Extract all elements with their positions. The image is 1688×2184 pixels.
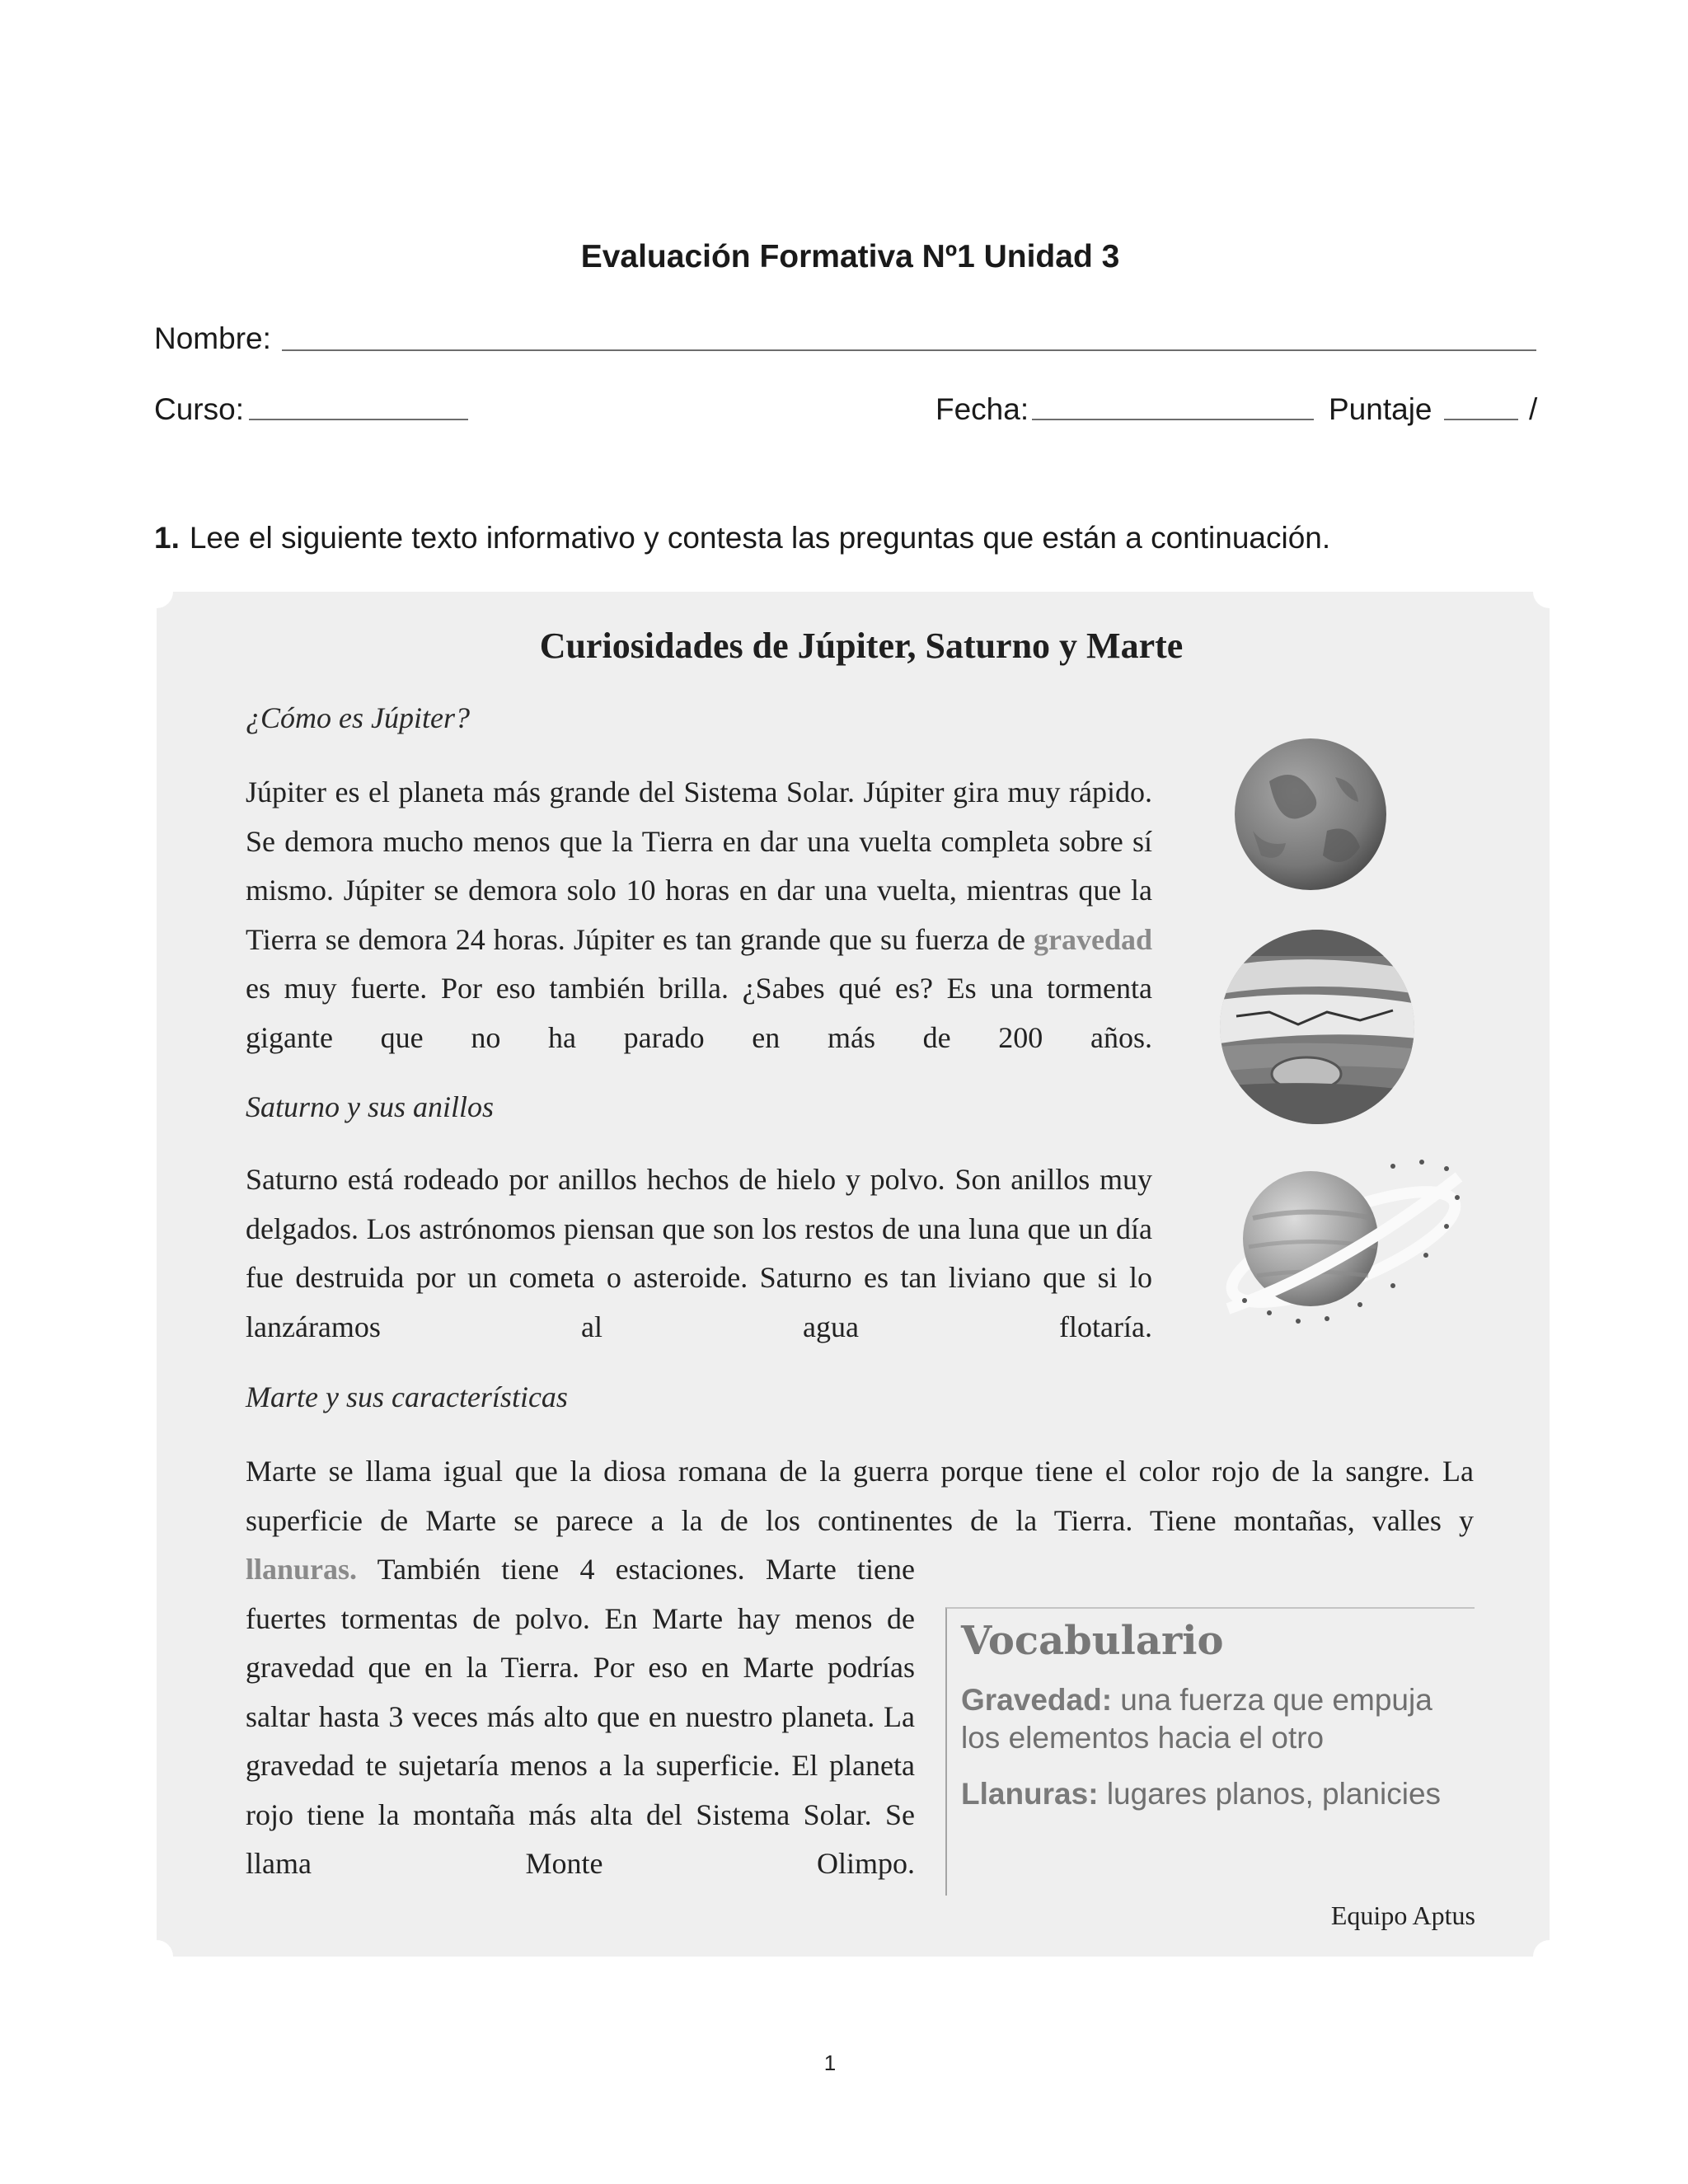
marte-text-full: Marte se llama igual que la diosa romana de la guerra porque tiene el color rojo de la sangre. La superficie de Marte se parece a la de los continentes de la Tierra. Tiene montañas, valles y [246, 1455, 1474, 1537]
page-title: Evaluación Formativa Nº1 Unidad 3 [580, 239, 1120, 274]
saturn-illustration-icon [1220, 1160, 1467, 1324]
card-corner [1533, 575, 1566, 608]
puntaje-label: Puntaje [1329, 392, 1432, 426]
vocabulary-title: Vocabulario [961, 1618, 1224, 1664]
keyword-gravedad: gravedad [1034, 922, 1152, 956]
vocabulary-definition: una fuerza que empuja los elementos hacia el otro [961, 1683, 1432, 1755]
jupiter-text-b: es muy fuerte. Por eso también brilla. ¿Sabes qué es? Es una tormenta gigante que no ha parado en más de 200 años. [246, 972, 1152, 1054]
fecha-field[interactable] [1032, 419, 1314, 420]
planets-illustration [1220, 732, 1467, 1358]
marte-subtitle: Marte y sus características [246, 1380, 568, 1413]
saturno-text: Saturno está rodeado por anillos hechos de hielo y polvo. Son anillos muy delgados. Los astrónomos piensan que son los restos de una luna que un día fue destruida por un cometa o asteroide. Saturno es tan liviano que si lo lanzáramos al agua flotaría. [246, 1163, 1152, 1343]
vocabulary-item [961, 1775, 1456, 1813]
card-corner [140, 575, 173, 608]
jupiter-illustration-icon [1235, 738, 1386, 890]
page-number: 1 [823, 2050, 837, 2075]
curso-label: Curso: [154, 392, 244, 426]
jupiter-text-a: Júpiter es el planeta más grande del Sistema Solar. Júpiter gira muy rápido. Se demora mucho menos que la Tierra en dar una vuelta completa sobre sí mismo. Júpiter se demora solo 10 horas en dar una vuelta, mientras que la Tierra se demora 24 horas. Júpiter es tan grande que su fuerza de [246, 776, 1152, 956]
vocabulary-definition: lugares planos, planicies [1106, 1777, 1442, 1811]
marte-paragraph-top [246, 1447, 1474, 1545]
puntaje-separator: / [1529, 392, 1538, 426]
marte-paragraph-bottom [246, 1545, 915, 1889]
credit: Equipo Aptus [1330, 1900, 1475, 1930]
curso-field[interactable] [249, 419, 468, 420]
nombre-label: Nombre: [154, 321, 271, 355]
vocabulary-term: Llanuras: [961, 1777, 1099, 1811]
keyword-llanuras: llanuras. [246, 1553, 358, 1586]
marte-text-b: También tiene 4 estaciones. Marte tiene fuertes tormentas de polvo. En Marte hay menos de gravedad que en la Tierra. Por eso en Marte podrías saltar hasta 3 veces más alto que en nuestro planeta. La gravedad te sujetaría menos a la superficie. El planeta rojo tiene la montaña más alta del Sistema Solar. Se llama Monte Olimpo. [246, 1553, 915, 1880]
vocabulary-term: Gravedad: [961, 1683, 1113, 1717]
jupiter-subtitle: ¿Cómo es Júpiter? [246, 701, 470, 734]
card-corner [1533, 1940, 1566, 1973]
vocabulary-item [961, 1681, 1456, 1757]
jupiter-paragraph [246, 768, 1152, 1062]
puntaje-field[interactable] [1444, 419, 1518, 420]
question-text: Lee el siguiente texto informativo y contesta las preguntas que están a continuación. [189, 521, 1331, 555]
nombre-field[interactable] [282, 349, 1536, 351]
question-number: 1. [154, 521, 180, 555]
saturno-subtitle: Saturno y sus anillos [246, 1090, 495, 1123]
question-1 [154, 521, 1330, 555]
jupiter-storm-illustration-icon [1220, 930, 1418, 1124]
fecha-label: Fecha: [935, 392, 1029, 426]
reading-title: Curiosidades de Júpiter, Saturno y Marte [539, 626, 1184, 666]
card-corner [140, 1940, 173, 1973]
saturno-paragraph [246, 1155, 1152, 1352]
